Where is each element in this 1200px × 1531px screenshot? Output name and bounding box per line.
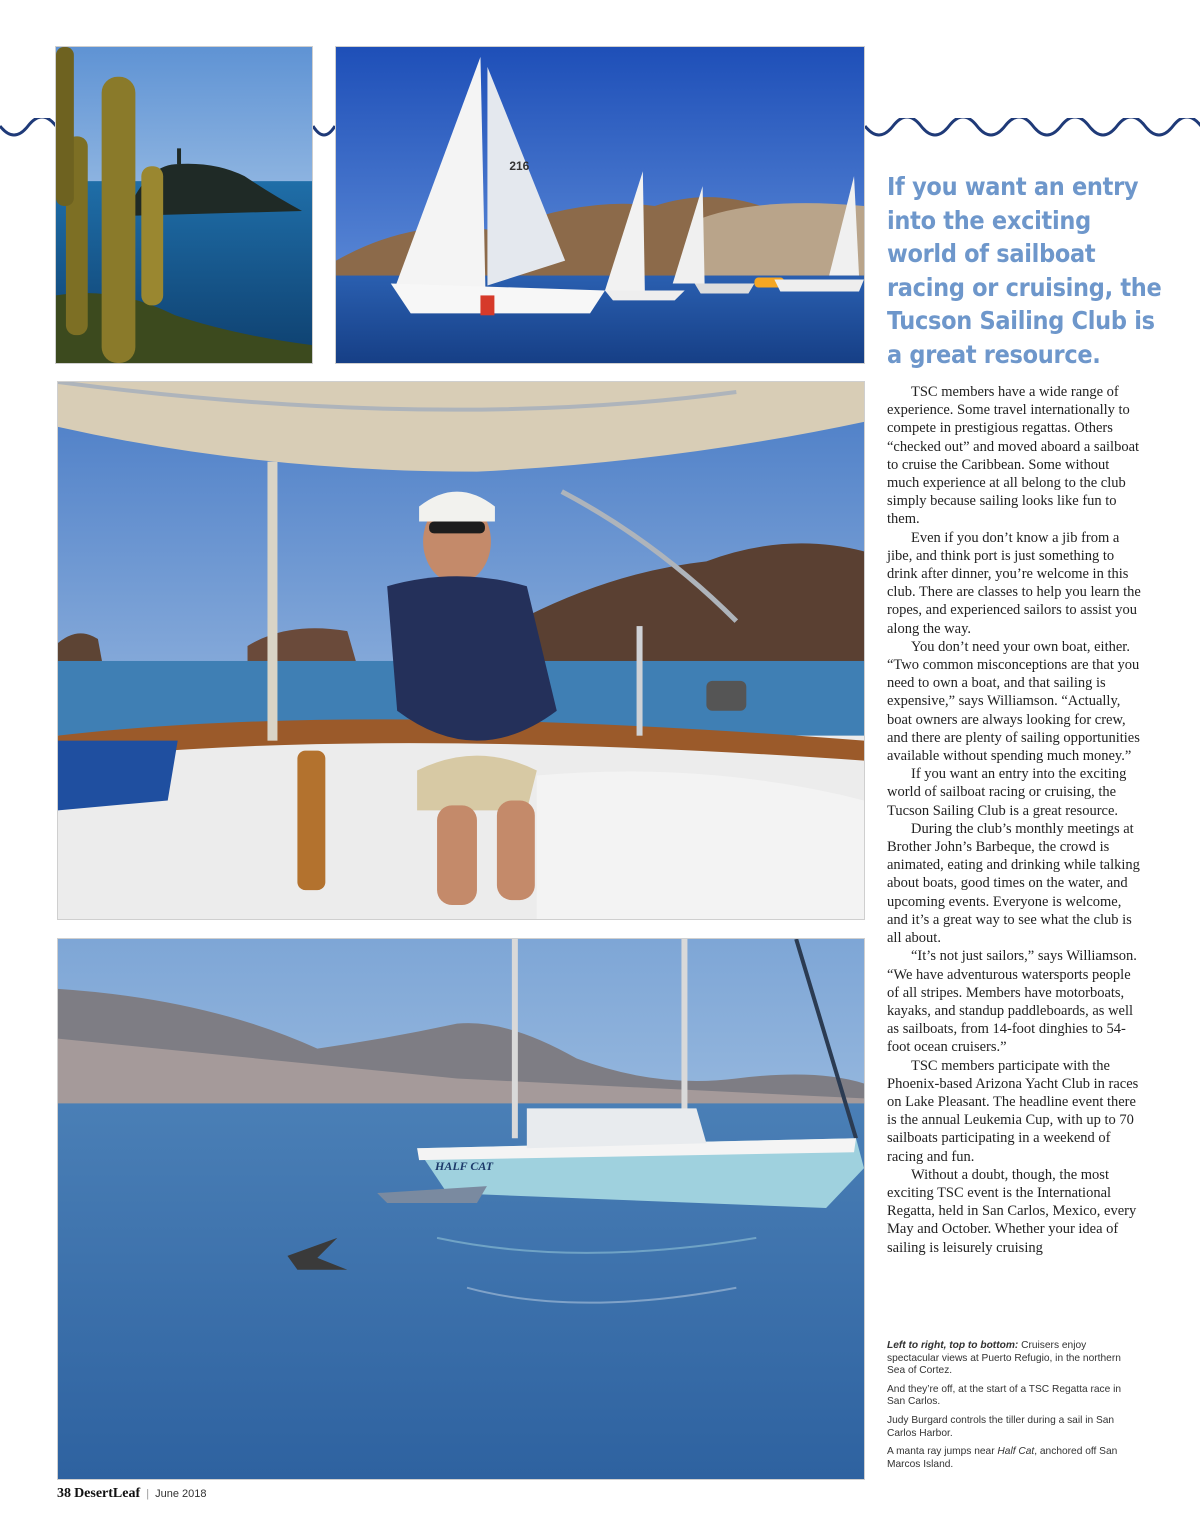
body-paragraph: If you want an entry into the exciting world of sailboat racing or cruising, the Tucson Sailing Club is a great resource. (887, 766, 1127, 819)
photo-regatta-start (335, 46, 865, 364)
photo-manta-ray-half-cat (57, 938, 865, 1480)
caption-2: And they’re off, at the start of a TSC Regatta race in San Carlos. (887, 1383, 1122, 1408)
photo-tiller-sailor (57, 381, 865, 920)
article-body (887, 383, 1142, 1257)
issue-date: June 2018 (155, 1488, 207, 1500)
body-paragraph: TSC members have a wide range of experience. Some travel internationally to compete in prestigious regattas. Others “checked out” and moved aboard a sailboat to cruise the Caribbean. Some without much experience at all belong to the club simply because sailing looks like fun to them. (887, 384, 1140, 528)
wave-divider-right (865, 118, 1200, 148)
caption-lead: Left to right, top to bottom: (887, 1340, 1019, 1351)
caption-3: Judy Burgard controls the tiller during a sail in San Carlos Harbor. (887, 1414, 1115, 1439)
page-footer (57, 1486, 207, 1502)
footer-separator: | (146, 1488, 150, 1500)
caption-1-text: Cruisers enjoy spectacular views at Puerto Refugio, in the northern Sea of Cortez. (887, 1340, 1121, 1377)
body-paragraph: During the club’s monthly meetings at Brother John’s Barbeque, the crowd is animated, eating and drinking while talking about boats, good times on the water, and upcoming events. Everyone is welcome, and it’s a great way to see what the club is all about. (887, 820, 1140, 947)
caption-4 (887, 1446, 1137, 1471)
caption-4-boat: Half Cat (997, 1446, 1035, 1458)
wave-divider-left (0, 118, 56, 148)
page-number: 38 (57, 1486, 71, 1501)
pull-quote: If you want an entry into the exciting world of sailboat racing or cruising, the Tucson Sailing Club is a great resource. (887, 172, 1162, 369)
body-paragraph: Even if you don’t know a jib from a jibe, and think port is just something to drink after dinner, you’re welcome in this club. There are classes to help you learn the ropes, and experienced sailors to assist you along the way. (887, 529, 1141, 637)
caption-4-post: , anchored off San Marcos Island. (887, 1446, 1118, 1470)
boat-name-label: HALF CAT (435, 1159, 494, 1174)
body-paragraph: TSC members participate with the Phoenix-based Arizona Yacht Club in races on Lake Pleasant. The headline event there is the annual Leukemia Cup, with up to 70 sailboats participating in a weekend of racing and fun. (887, 1057, 1139, 1165)
magazine-name: DesertLeaf (74, 1486, 141, 1501)
sail-number: 216 (509, 159, 530, 174)
wave-divider-middle (313, 118, 335, 148)
body-paragraph: You don’t need your own boat, either. “Two common misconceptions are that you need to own a boat, and that sailing is expensive,” says Williamson. “Actually, boat owners are always looking for crew, and there are plenty of sailing opportunities available without spending much money.” (887, 638, 1140, 765)
caption-4-pre: A manta ray jumps near (887, 1446, 998, 1458)
photo-cactus-island (55, 46, 313, 364)
body-paragraph: “It’s not just sailors,” says Williamson. “We have adventurous watersports people of all stripes. Members have motorboats, kayaks, and standup paddleboards, as well as sailboats, from 14-foot dinghies to 54-foot ocean cruisers.” (887, 948, 1137, 1056)
photo-captions (887, 1340, 1137, 1477)
caption-1 (887, 1340, 1137, 1378)
body-paragraph: Without a doubt, though, the most exciting TSC event is the International Regatta, held in San Carlos, Mexico, every May and October. Whether your idea of sailing is leisurely cruising (887, 1166, 1137, 1256)
